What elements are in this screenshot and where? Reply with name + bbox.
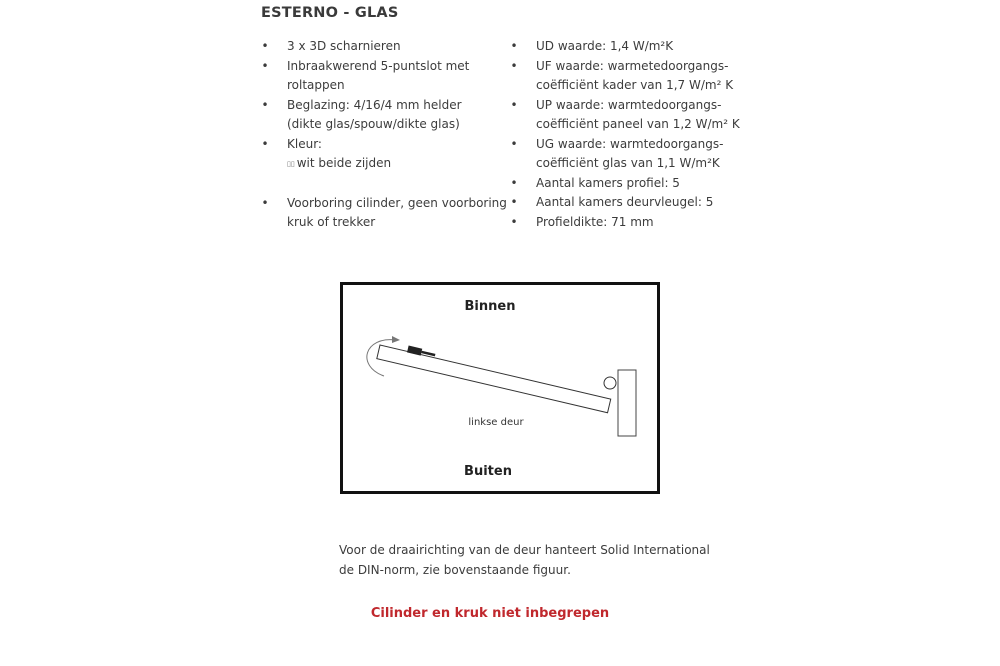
- note-line: de DIN-norm, zie bovenstaande figuur.: [339, 563, 571, 577]
- bullet-icon: •: [510, 175, 518, 190]
- bullet-icon: •: [510, 136, 518, 151]
- diagram-label-outside: Buiten: [464, 464, 512, 479]
- sub-bullet-icon: ▯▯: [287, 160, 295, 168]
- spec-text: roltappen: [287, 78, 345, 92]
- list-item: [260, 37, 507, 57]
- diagram-label-inside: Binnen: [464, 299, 516, 314]
- product-title: ESTERNO - GLAS: [261, 5, 399, 21]
- spec-text: UD waarde: 1,4 W/m²K: [536, 39, 674, 53]
- door-label: linkse deur: [468, 417, 524, 428]
- list-item: [260, 194, 507, 233]
- bullet-icon: •: [510, 214, 518, 229]
- bullet-icon: •: [510, 58, 518, 73]
- din-norm-note: [339, 540, 710, 580]
- bullet-icon: •: [261, 39, 269, 53]
- bullet-icon: •: [510, 97, 518, 112]
- spec-text: Beglazing: 4/16/4 mm helder: [287, 97, 462, 112]
- list-item: [509, 37, 740, 57]
- spec-text: UG waarde: warmtedoorgangs-: [536, 136, 724, 151]
- list-item: [509, 135, 740, 174]
- spec-text: Voorboring cilinder, geen voorboring: [287, 195, 507, 210]
- bullet-icon: •: [510, 39, 518, 53]
- spec-text: Kleur:: [287, 136, 322, 151]
- spec-text: Aantal kamers profiel: 5: [536, 175, 680, 190]
- spec-subtext-value: wit beide zijden: [296, 156, 392, 170]
- spec-text: coëfficiënt kader van 1,7 W/m² K: [536, 78, 734, 92]
- spec-text: 3 x 3D scharnieren: [287, 39, 401, 53]
- list-item: [509, 193, 740, 213]
- not-included-warning: Cilinder en kruk niet inbegrepen: [370, 606, 610, 621]
- bullet-icon: •: [261, 136, 269, 151]
- door-opening-diagram: [340, 282, 660, 494]
- bullet-icon: •: [261, 97, 269, 112]
- list-item: [260, 135, 507, 175]
- spec-text: UF waarde: warmetedoorgangs-: [536, 58, 729, 73]
- list-item: [260, 96, 507, 135]
- spec-text: Aantal kamers deurvleugel: 5: [536, 195, 714, 209]
- list-item: [260, 57, 507, 96]
- spec-text: coëfficiënt glas van 1,1 W/m²K: [536, 156, 720, 170]
- spec-text: (dikte glas/spouw/dikte glas): [287, 117, 460, 131]
- spec-text: UP waarde: warmtedoorgangs-: [536, 97, 722, 112]
- bullet-icon: •: [261, 195, 269, 210]
- spec-list-left: [260, 37, 507, 233]
- bullet-icon: •: [261, 58, 269, 73]
- list-item: [509, 174, 740, 194]
- list-item: [509, 96, 740, 135]
- spec-subtext: [287, 154, 507, 175]
- spec-text: Profieldikte: 71 mm: [536, 214, 654, 229]
- hinge-icon: [604, 377, 616, 389]
- list-item: [509, 213, 740, 233]
- spec-text: kruk of trekker: [287, 215, 376, 229]
- list-item: [509, 57, 740, 96]
- note-line: Voor de draairichting van de deur hanteert Solid International: [339, 543, 710, 557]
- bullet-icon: •: [510, 195, 518, 209]
- spec-text: Inbraakwerend 5-puntslot met: [287, 58, 470, 73]
- wall-frame: [618, 370, 636, 436]
- spec-text: coëfficiënt paneel van 1,2 W/m² K: [536, 117, 740, 131]
- spec-list-right: [509, 37, 740, 232]
